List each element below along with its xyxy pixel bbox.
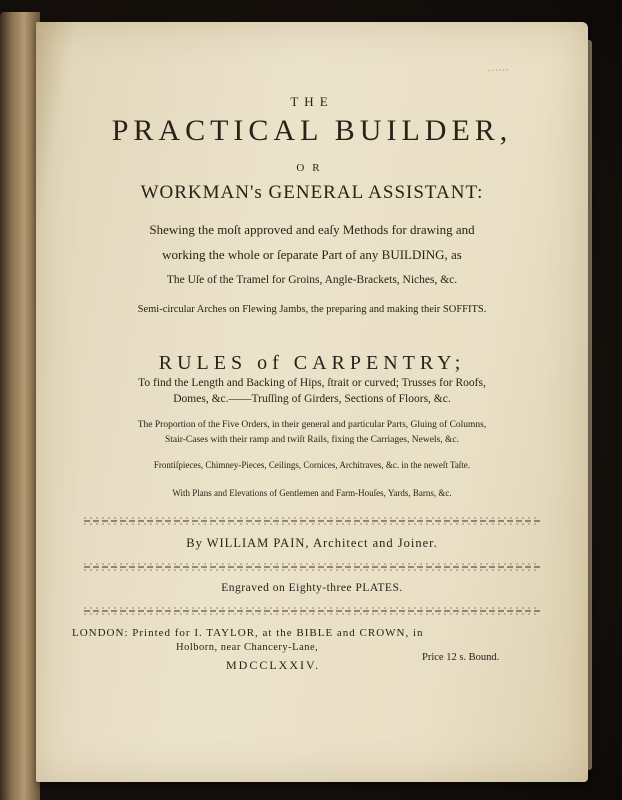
author-line: By WILLIAM PAIN, Architect and Joiner. <box>186 536 438 550</box>
title-page-content <box>36 22 588 782</box>
orders-line-1: The Proportion of the Five Orders, in their general and particular Parts, Gluing of Columns, <box>137 420 487 430</box>
heading-or: OR <box>296 162 328 174</box>
imprint-line-2: Holborn, near Chancery-Lane, <box>176 642 319 653</box>
description-line-2: working the whole or ſeparate Part of any BUILDING, as <box>162 247 462 262</box>
ornament-rule-2 <box>84 562 540 572</box>
imprint-line-1: LONDON: Printed for I. TAYLOR, at the BIBLE and CROWN, in <box>72 627 424 639</box>
orders-line-2: Stair-Cases with their ramp and twiſt Rails, fixing the Carriages, Newels, &c. <box>165 435 459 445</box>
orders-line-4: With Plans and Elevations of Gentlemen and Farm-Houſes, Yards, Barns, &c. <box>172 488 452 498</box>
carpentry-line-2: Domes, &c.——Truſſing of Girders, Sections of Floors, &c. <box>173 393 451 405</box>
rules-heading: RULES of CARPENTRY; <box>158 352 466 374</box>
price-note: Price 12 s. Bound. <box>422 652 500 663</box>
ornament-rule-1 <box>84 516 540 526</box>
book-subtitle: WORKMAN's GENERAL ASSISTANT: <box>140 182 484 203</box>
engraved-line: Engraved on Eighty-three PLATES. <box>221 582 403 594</box>
book-title: PRACTICAL BUILDER, <box>111 114 513 147</box>
ornament-rule-3 <box>84 606 540 616</box>
imprint-year: MDCCLXXIV. <box>226 658 321 672</box>
pencil-mark: …… <box>487 60 510 75</box>
description-line-1: Shewing the moſt approved and eaſy Methods for drawing and <box>149 222 475 237</box>
orders-line-3: Frontiſpieces, Chimney-Pieces, Ceilings, Cornices, Architraves, &c. in the neweſt Taſte. <box>153 460 471 470</box>
book-cover-edge <box>0 12 40 800</box>
title-page <box>36 22 588 782</box>
description-line-3: The Uſe of the Tramel for Groins, Angle-Brackets, Niches, &c. <box>166 274 458 286</box>
carpentry-line-1: To find the Length and Backing of Hips, ſtrait or curved; Trusses for Roofs, <box>138 377 486 389</box>
heading-the: THE <box>290 94 334 109</box>
description-line-4: Semi-circular Arches on Flewing Jambs, the preparing and making their SOFFITS. <box>137 304 487 315</box>
